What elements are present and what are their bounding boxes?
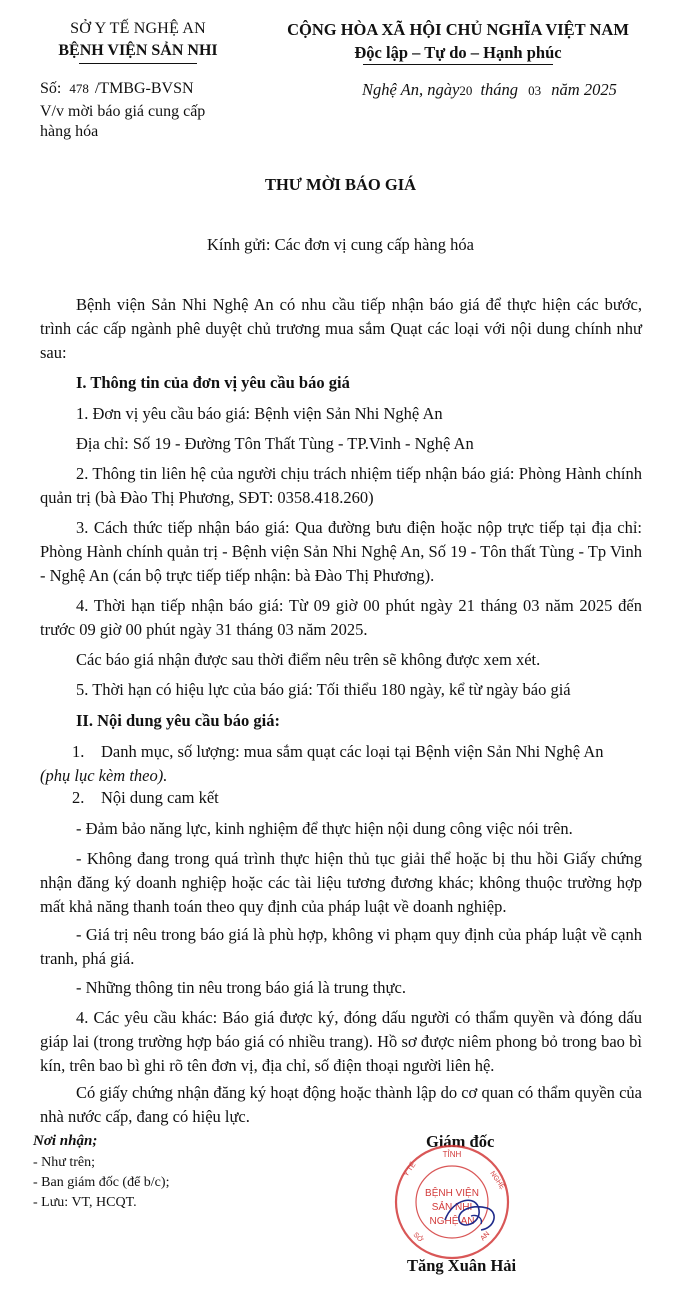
section2-item4: 4. Các yêu cầu khác: Báo giá được ký, đóng dấu người có thẩm quyền và đóng dấu giáp lai (trong trường hợp báo giá có nhiều trang). Hồ sơ được niêm phong bỏ trong bao bì kín, trên bao bì ghi rõ tên đơn vị, địa chỉ, số điện thoại người liên hệ. (40, 1008, 642, 1075)
subject-line-1: V/v mời báo giá cung cấp (40, 103, 206, 120)
subject-line-2: hàng hóa (40, 123, 99, 140)
commitment-3: - Giá trị nêu trong báo giá là phù hợp, không vi phạm quy định của pháp luật về cạnh tranh, phá giá. (40, 925, 642, 968)
section1-late-note: Các báo giá nhận được sau thời điểm nêu trên sẽ không được xem xét. (76, 650, 541, 669)
section1-item4: 4. Thời hạn tiếp nhận báo giá: Từ 09 giờ 00 phút ngày 21 tháng 03 năm 2025 đến trước 09 giờ 00 phút ngày 31 tháng 03 năm 2025. (40, 596, 642, 639)
document-date (362, 78, 617, 101)
nation-motto: Độc lập – Tự do – Hạnh phúc (354, 43, 562, 63)
section1-heading: I. Thông tin của đơn vị yêu cầu báo giá (76, 373, 350, 392)
commitment-2: - Không đang trong quá trình thực hiện thủ tục giải thể hoặc bị thu hồi Giấy chứng nhận đăng ký doanh nghiệp hoặc các tài liệu tương đương khác; không thuộc trường hợp mất khả năng thanh toán theo quy định của pháp luật về doanh nghiệp. (40, 849, 642, 916)
section2-heading: II. Nội dung yêu cầu báo giá: (76, 711, 281, 730)
header-right (258, 18, 658, 65)
signer-name: Tăng Xuân Hải (407, 1256, 517, 1275)
hospital-name: BỆNH VIỆN SẢN NHI (58, 42, 218, 60)
agency-name: SỞ Y TẾ NGHỆ AN (70, 20, 206, 37)
section2-item1-text: Danh mục, số lượng: mua sắm quạt các loại tại Bệnh viện Sản Nhi Nghệ An (101, 742, 604, 761)
stamp-line-2: SẢN NHI (431, 1202, 473, 1213)
recipient-item: - Lưu: VT, HCQT. (33, 1195, 137, 1210)
certificate-paragraph: Có giấy chứng nhận đăng ký hoạt động hoặc thành lập do cơ quan có thẩm quyền của nhà nước cấp, đang có hiệu lực. (40, 1083, 642, 1126)
section2-item1-appendix: (phụ lục kèm theo). (40, 766, 168, 785)
header-left (18, 18, 258, 64)
header-right-rule (363, 64, 553, 65)
section1-address: Địa chỉ: Số 19 - Đường Tôn Thất Tùng - TP.Vinh - Nghệ An (76, 434, 474, 453)
section1-item3: 3. Cách thức tiếp nhận báo giá: Qua đường bưu điện hoặc nộp trực tiếp tại địa chỉ: Phòng Hành chính quản trị - Bệnh viện Sản Nhi Nghệ An, Số 19 - Tôn thất Tùng - Tp Vinh - Nghệ An (cán bộ trực tiếp tiếp nhận: bà Đào Thị Phương). (40, 518, 642, 585)
date-month: 03 (528, 83, 542, 98)
section2-item2-number: 2. (72, 788, 85, 807)
doc-number-value: 478 (69, 81, 89, 96)
recipients-heading: Nơi nhận; (33, 1133, 98, 1149)
stamp-arc-bottom: SỞ (411, 1231, 425, 1244)
stamp-line-1: BỆNH VIỆN (425, 1188, 479, 1199)
doc-number (40, 78, 194, 100)
recipients-list (33, 1153, 169, 1213)
stamp-top-text: TỈNH (442, 1150, 462, 1159)
commitment-4: - Những thông tin nêu trong báo giá là trung thực. (76, 978, 406, 997)
date-place: Nghệ An, ngày (362, 80, 460, 99)
stamp-line-3: NGHỆ AN (429, 1216, 475, 1227)
section2-item2-text: Nội dung cam kết (101, 788, 219, 807)
stamp-arc-left: Y TẾ (402, 1161, 418, 1179)
stamp-arc-right: NGHỆ (488, 1170, 506, 1191)
date-month-label: tháng (480, 80, 519, 99)
header-left-rule (79, 63, 197, 64)
letter-title: THƯ MỜI BÁO GIÁ (264, 175, 417, 194)
section2-item1-number: 1. (72, 742, 85, 761)
signature-mark (415, 1180, 535, 1250)
recipient-item: - Như trên; (33, 1155, 96, 1170)
doc-code: /TMBG-BVSN (94, 80, 194, 97)
signer-title: Giám đốc (426, 1132, 495, 1151)
greeting: Kính gửi: Các đơn vị cung cấp hàng hóa (207, 235, 474, 254)
intro-paragraph: Bệnh viện Sản Nhi Nghệ An có nhu cầu tiếp nhận báo giá để thực hiện các bước, trình các cấp ngành phê duyệt chủ trương mua sắm Quạt các loại với nội dung chính như sau: (40, 295, 642, 362)
section1-item2: 2. Thông tin liên hệ của người chịu trách nhiệm tiếp nhận báo giá: Phòng Hành chính quản trị (bà Đào Thị Phương, SĐT: 0358.418.260) (40, 464, 642, 507)
doc-number-prefix: Số: (40, 80, 62, 97)
recipient-item: - Ban giám đốc (để b/c); (33, 1175, 170, 1190)
nation-name: CỘNG HÒA XÃ HỘI CHỦ NGHĨA VIỆT NAM (287, 20, 629, 39)
date-year: năm 2025 (551, 80, 617, 99)
section1-item1: 1. Đơn vị yêu cầu báo giá: Bệnh viện Sản Nhi Nghệ An (76, 404, 443, 423)
stamp-arc-bottom-right: AN (479, 1230, 492, 1243)
commitment-1: - Đảm bảo năng lực, kinh nghiệm để thực hiện nội dung công việc nói trên. (76, 819, 573, 838)
date-day: 20 (459, 83, 473, 98)
section1-item5: 5. Thời hạn có hiệu lực của báo giá: Tối thiểu 180 ngày, kể từ ngày báo giá (76, 680, 571, 699)
